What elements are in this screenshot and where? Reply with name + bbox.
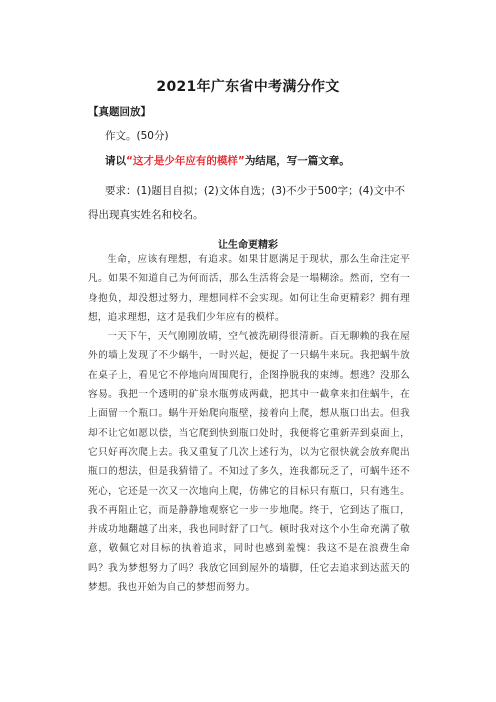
document-title: 2021年广东省中考满分作文: [156, 79, 340, 95]
prompt-topic: “这才是少年应有的模样”: [126, 155, 245, 167]
section-label: 【真题回放】: [88, 106, 151, 118]
essay-title: 让生命更精彩: [218, 240, 278, 251]
requirements-line-1: 要求：(1)题目自拟；(2)文体自选；(3)不少于500字；(4)文中不: [105, 185, 406, 197]
essay-paragraph: 一天下午，天气刚刚放晴，空气被洗刷得很清新。百无聊赖的我在屋外的墙上发现了不少蜗牛，一时兴起，便捉了一只蜗牛来玩。我把蜗牛放在桌子上，看见它不停地向周围爬行，企图挣脱我的束缚。想逃？没那么容易。我把一个透明的矿泉水瓶剪成两截，把其中一截拿来扣住蜗牛，在上面留一个瓶口。蜗牛开始爬向瓶壁，接着向上爬，想从瓶口出去。但我却不让它如愿以偿，当它爬到快到瓶口处时，我便将它重新弄到桌面上，它只好再次爬上去。我又重复了几次上述行为，以为它很快就会放弃爬出瓶口的想法，但是我猜错了。不知过了多久，连我都玩乏了，可蜗牛还不死心，它还是一次又一次地向上爬，仿佛它的目标只有瓶口，只有逃生。我不再阻止它，而是静静地观察它一步一步地爬。终于，它到达了瓶口，并成功地翻越了出来，我也同时舒了口气。顿时我对这个小生命充满了敬意，敬佩它对目标的执着追求，同时也感到羞愧：我这不是在浪费生命吗？我为梦想努力了吗？我放它回到屋外的墙脚，任它去追求到达蓝天的梦想。我也开始为自己的梦想而努力。: [88, 331, 410, 594]
prompt-prefix: 请以: [105, 155, 126, 167]
requirements-line-2: 得出现真实姓名和校名。: [88, 209, 204, 221]
prompt-suffix: 为结尾，写一篇文章。: [244, 155, 350, 167]
essay-paragraph: 生命，应该有理想，有追求。如果甘愿满足于现状，那么生命注定平凡。如果不知道自己为何而活，那么生活将会是一塌糊涂。然而，空有一身抱负，却没想过努力，理想同样不会实现。如何让生命更精彩？拥有理想，追求理想，这才是我们少年应有的模样。: [88, 254, 410, 323]
essay-body: [88, 250, 410, 597]
prompt-line: [105, 153, 350, 168]
task-label: 作文。(50分): [105, 130, 169, 142]
